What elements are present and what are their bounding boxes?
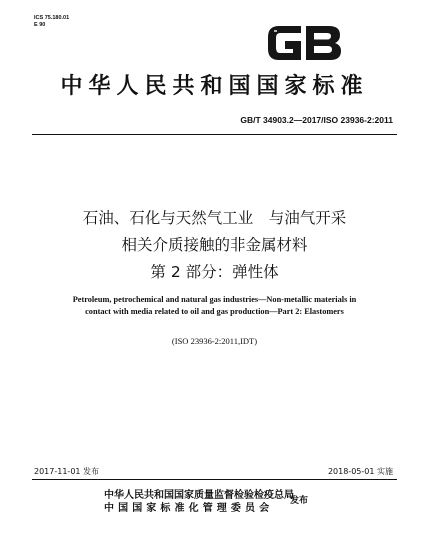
publisher-line-2: 中国国家标准化管理委员会 (104, 503, 274, 514)
title-english (24, 294, 405, 318)
classification-codes (34, 15, 69, 29)
title-chinese-line-3: 第 2 部分：弹性体 (150, 263, 279, 281)
gb-logo-text: GB (303, 50, 305, 51)
ccs-code: E 90 (34, 22, 46, 28)
standard-number: GB/T 34903.2—2017/ISO 23936-2:2011 (240, 115, 393, 125)
publisher-block (104, 489, 294, 515)
gb-logo-letter-b (306, 26, 341, 60)
equivalence-note: (ISO 23936-2:2011,IDT) (171, 336, 258, 346)
footer-divider (32, 479, 397, 480)
title-chinese-line-2: 相关介质接触的非金属材料 (121, 236, 308, 254)
implementation-date: 2018-05-01 实施 (327, 467, 393, 476)
title-english-line-1: Petroleum, petrochemical and natural gas industries—Non-metallic materials in (72, 295, 357, 304)
publish-label: 发布 (290, 496, 309, 506)
title-english-line-2: contact with media related to oil and gas production—Part 2: Elastomers (85, 307, 344, 316)
standard-type-heading: 中华人民共和国国家标准 (60, 73, 369, 99)
title-chinese-line-1: 石油、石化与天然气工业 与油气开采 (82, 209, 347, 227)
gb-logo (263, 20, 345, 66)
gb-logo-letter-g (268, 26, 301, 60)
header-divider (32, 134, 397, 135)
issue-date: 2017-11-01 发布 (34, 467, 100, 476)
ics-code: ICS 75.180.01 (34, 15, 70, 21)
publisher-line-1: 中华人民共和国国家质量监督检验检疫总局 (104, 490, 294, 501)
